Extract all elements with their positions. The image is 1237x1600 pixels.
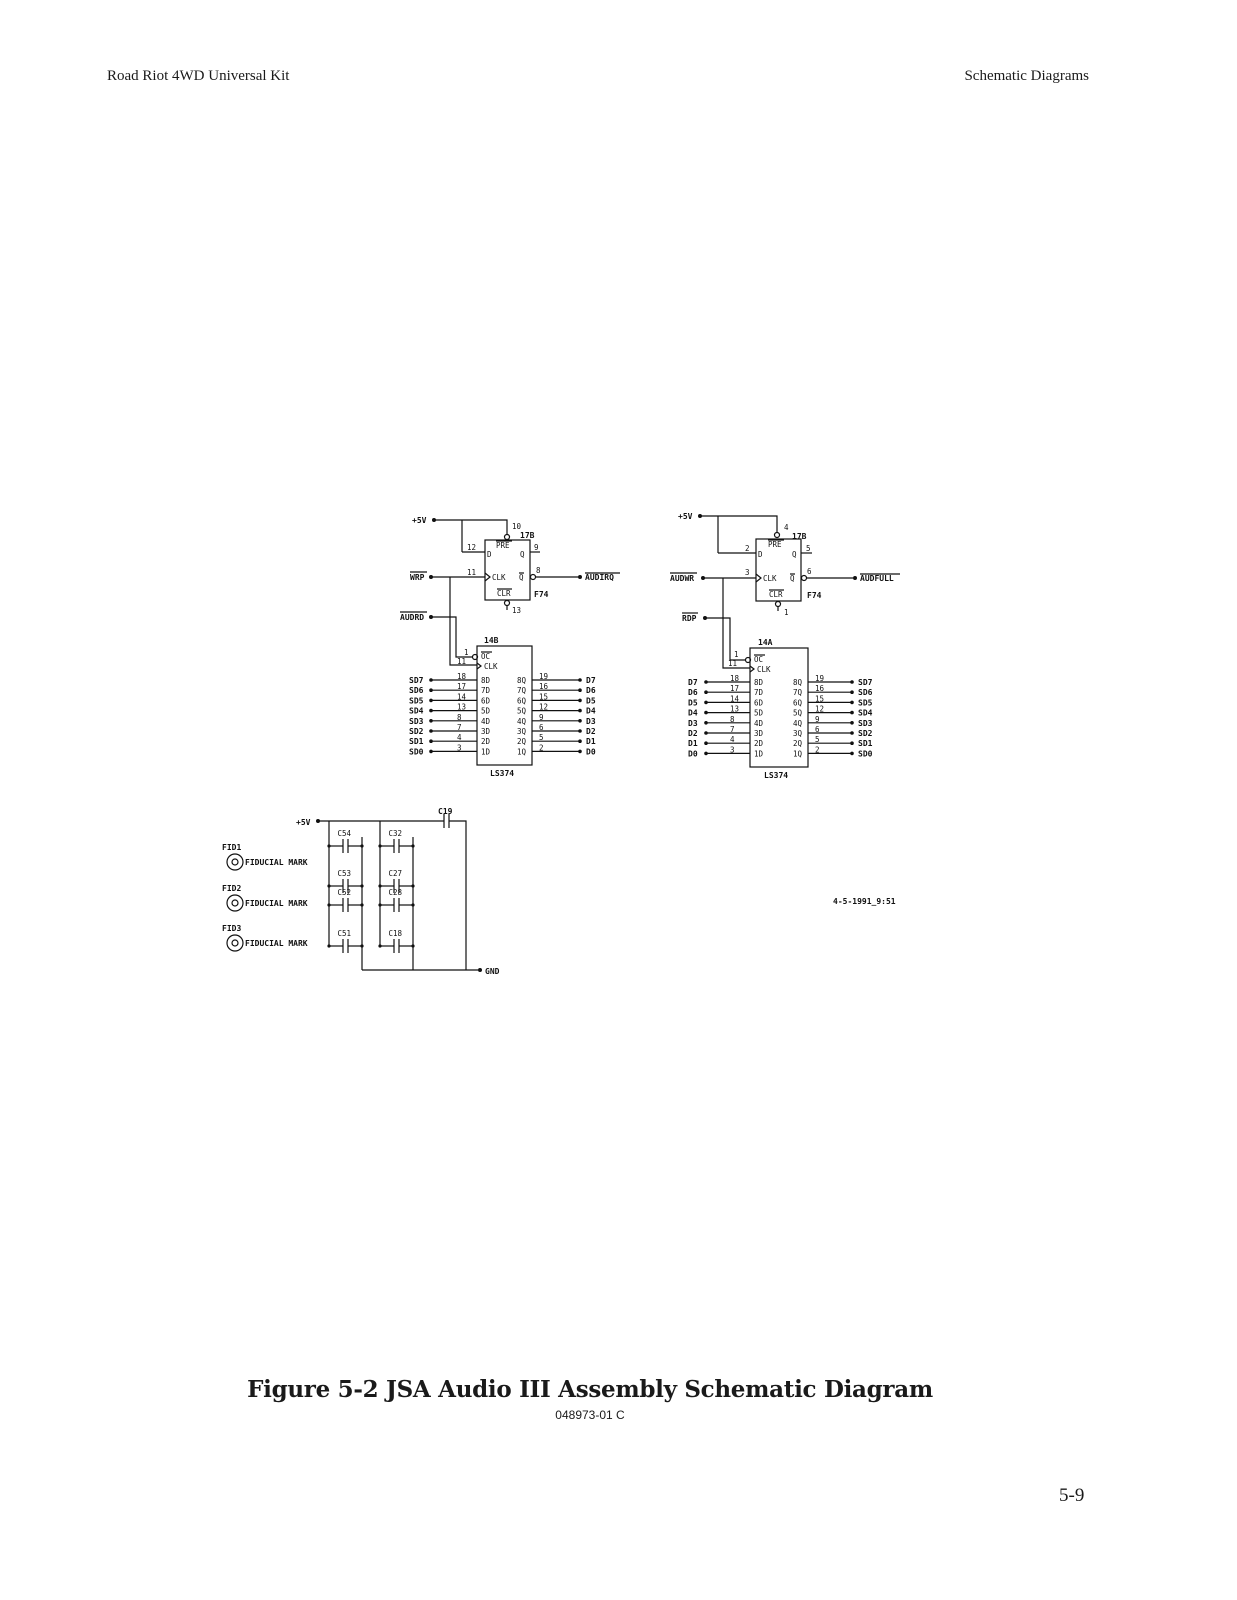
left-latch-out-label: D4 [586,706,596,716]
left-latch-out-node [578,699,582,703]
fiducial-label: FIDUCIAL MARK [245,939,308,948]
left-latch-out-node [578,719,582,723]
right-latch-out-node [850,690,854,694]
left-latch-d-name: 6D [481,696,491,706]
right-oc-signal: RDP [682,614,697,623]
capacitor-ref: C32 [388,829,403,838]
right-latch-out-label: SD4 [858,708,873,718]
left-power-label: +5V [412,516,427,525]
right-latch-q-name: 7Q [793,688,803,698]
left-latch-in-label: SD7 [409,676,424,685]
left-circuit [400,516,620,778]
right-ff-type: F74 [807,591,822,600]
header-section-title: Schematic Diagrams [964,68,1089,84]
right-latch-in-label: D2 [688,729,698,738]
right-latch-out-node [850,721,854,725]
page-number: 5-9 [1059,1485,1085,1506]
fiducial-mark-icon [227,895,243,911]
right-ff-clr-pin: 1 [784,608,789,617]
right-latch-clk-pin: 11 [728,659,738,668]
left-ff-pre: PRE [496,541,510,550]
right-latch-out-pin: 9 [815,714,820,724]
left-latch-q-name: 5Q [517,706,527,716]
right-latch-out-label: SD5 [858,698,873,708]
bulk-cap-ref: C19 [438,807,453,816]
right-latch-in-pin: 13 [730,704,740,714]
left-latch-out-label: D3 [586,716,596,726]
right-latch-out-pin: 12 [815,704,825,714]
left-latch-out-node [578,729,582,733]
left-latch-q-name: 7Q [517,686,527,696]
drawing-timestamp: 4-5-1991_9:51 [833,897,896,906]
fiducial-ref: FID2 [222,884,242,893]
left-ff-d-pin: 12 [467,543,477,552]
fiducial-mark-icon [227,854,243,870]
left-latch-out-label: D7 [586,676,596,685]
left-latch-out-node [578,709,582,713]
left-latch-d-name: 1D [481,747,491,757]
left-latch-in-label: SD1 [409,737,424,747]
left-latch-out-node [578,739,582,743]
capacitor-ref: C53 [337,869,352,878]
left-output-signal: AUDIRQ [585,573,614,582]
power-label: +5V [296,818,311,827]
decoupling-capacitors [327,829,414,953]
right-latch-q-name: 2Q [793,739,803,749]
left-ff-qn-pin: 8 [536,566,541,575]
left-latch-in-pin: 4 [457,733,462,743]
left-latch-out-pin: 5 [539,733,544,743]
right-latch-out-pin: 19 [815,674,825,683]
right-ff-clr: CLR [769,590,783,599]
left-latch-out-label: D6 [586,686,596,696]
fiducial-ref: FID1 [222,843,242,852]
left-latch-out-label: D1 [586,737,596,747]
figure-title: Figure 5-2 JSA Audio III Assembly Schematic Diagram [247,1376,933,1403]
right-latch-in-pin: 18 [730,674,740,683]
right-latch-in-pin: 17 [730,684,740,694]
left-latch-in-pin: 17 [457,682,467,692]
right-latch-out-label: SD3 [858,718,873,728]
right-ff-q-pin: 5 [806,544,811,553]
right-ff-qn: Q [790,574,795,583]
right-latch-out-pin: 5 [815,735,820,745]
left-latch-oc: OC [481,652,491,661]
right-ff-pre-pin: 4 [784,523,789,532]
right-latch-out-pin: 16 [815,684,825,694]
left-latch-q-name: 4Q [517,716,527,726]
capacitor-ref: C54 [337,829,352,838]
right-latch-oc-pin: 1 [734,650,739,659]
right-latch-out-node [850,731,854,735]
right-latch-d-name: 6D [754,698,764,708]
left-latch-out-label: D2 [586,727,596,736]
right-latch-in-pin: 14 [730,694,740,704]
right-latch-out-label: SD2 [858,729,873,738]
right-latch-q-name: 4Q [793,718,803,728]
right-latch-out-node [850,680,854,684]
right-latch-in-label: D5 [688,698,698,708]
left-latch-in-label: SD0 [409,747,424,757]
left-oc-signal: AUDRD [400,613,425,622]
right-latch-d-name: 5D [754,708,764,718]
header-kit-title: Road Riot 4WD Universal Kit [107,68,290,84]
capacitor-ref: C28 [388,888,403,897]
right-latch-in-label: D0 [688,749,698,759]
right-latch-q-name: 3Q [793,729,803,738]
left-ff-clk-pin: 11 [467,568,477,577]
right-latch-q-name: 6Q [793,698,803,708]
left-latch-oc-pin: 1 [464,648,469,657]
left-latch-q-name: 2Q [517,737,527,747]
right-output-signal: AUDFULL [860,574,894,583]
left-latch-in-label: SD5 [409,696,424,706]
left-ff-d: D [487,550,492,559]
left-ff-q: Q [520,550,525,559]
left-clk-signal: WRP [410,573,425,582]
right-ff-clk-pin: 3 [745,568,750,577]
left-latch-rows [409,672,596,756]
right-latch-out-pin: 15 [815,694,825,704]
left-latch-out-label: D0 [586,747,596,757]
figure-part-number: 048973-01 C [555,1408,625,1422]
left-latch-out-node [578,750,582,754]
left-latch-clk-pin: 11 [457,657,467,666]
right-ff-q: Q [792,550,797,559]
right-latch-q-name: 8Q [793,678,803,687]
right-latch-in-label: D7 [688,678,698,687]
right-latch-d-name: 8D [754,678,764,687]
left-latch-out-pin: 6 [539,723,544,732]
right-latch-out-pin: 2 [815,745,820,755]
left-ff-clk: CLK [492,573,506,582]
left-latch-ref: 14B [484,636,499,645]
capacitor-ref: C27 [388,869,403,878]
right-latch-in-pin: 3 [730,745,735,755]
right-latch-d-name: 1D [754,749,764,759]
fiducial-ref: FID3 [222,924,242,933]
right-latch-out-node [850,741,854,745]
left-latch-clk: CLK [484,662,498,671]
left-ff-qn: Q [519,573,524,582]
capacitor-ref: C52 [337,888,352,897]
right-latch-in-label: D3 [688,718,698,728]
left-latch-in-pin: 14 [457,692,467,702]
left-latch-out-pin: 2 [539,743,544,753]
left-ff-pre-pin: 10 [512,522,522,531]
left-latch-in-label: SD3 [409,716,424,726]
fiducial-label: FIDUCIAL MARK [245,899,308,908]
right-latch-out-node [850,711,854,715]
right-latch-in-label: D6 [688,688,698,698]
fiducial-label: FIDUCIAL MARK [245,858,308,867]
right-latch-oc: OC [754,655,764,664]
right-ff-clk: CLK [763,574,777,583]
right-latch-in-label: D1 [688,739,698,749]
left-ff-clr-pin: 13 [512,606,522,615]
left-latch-out-pin: 12 [539,702,549,712]
left-latch-d-name: 4D [481,716,491,726]
left-latch-out-pin: 15 [539,692,549,702]
right-latch-out-label: SD7 [858,678,873,687]
right-latch-d-name: 4D [754,718,764,728]
right-latch-in-label: D4 [688,708,698,718]
right-latch-ref: 14A [758,638,773,647]
right-latch-rows [688,674,873,758]
left-ff-ref: 17B [520,531,535,540]
fiducials [222,843,308,951]
left-ff-type: F74 [534,590,549,599]
left-latch-q-name: 3Q [517,727,527,736]
right-latch-out-pin: 6 [815,725,820,734]
right-latch-in-pin: 7 [730,725,735,734]
capacitor-ref: C18 [388,929,403,938]
right-latch-out-label: SD1 [858,739,873,749]
right-latch-d-name: 2D [754,739,764,749]
left-latch-d-name: 7D [481,686,491,696]
right-ff-d-pin: 2 [745,544,750,553]
fiducial-mark-icon [227,935,243,951]
left-latch-in-pin: 18 [457,672,467,681]
right-ff-pre: PRE [768,540,782,549]
left-latch-out-node [578,678,582,682]
capacitor-ref: C51 [337,929,352,938]
left-ff-clr: CLR [497,589,511,598]
right-ff-qn-pin: 6 [807,567,812,576]
left-latch-out-node [578,688,582,692]
left-latch-in-label: SD4 [409,706,424,716]
left-latch-in-label: SD2 [409,727,424,736]
right-latch-out-label: SD0 [858,749,873,759]
right-latch-type: LS374 [764,771,789,780]
left-latch-in-pin: 8 [457,712,462,722]
left-ff-q-pin: 9 [534,543,539,552]
left-latch-out-label: D5 [586,696,596,706]
left-latch-out-pin: 16 [539,682,549,692]
right-latch-clk: CLK [757,665,771,674]
left-latch-out-pin: 19 [539,672,549,681]
right-latch-in-pin: 4 [730,735,735,745]
left-latch-in-label: SD6 [409,686,424,696]
left-latch-type: LS374 [490,769,515,778]
right-latch-out-label: SD6 [858,688,873,698]
left-latch-q-name: 1Q [517,747,527,757]
power-section [222,807,500,976]
right-circuit [670,512,900,780]
left-latch-in-pin: 7 [457,723,462,732]
gnd-label: GND [485,967,500,976]
left-latch-d-name: 3D [481,727,491,736]
right-power-label: +5V [678,512,693,521]
right-latch-out-node [850,701,854,705]
right-latch-in-pin: 8 [730,714,735,724]
left-latch-q-name: 6Q [517,696,527,706]
left-latch-d-name: 2D [481,737,491,747]
right-ff-d: D [758,550,763,559]
right-latch-d-name: 3D [754,729,764,738]
right-latch-q-name: 5Q [793,708,803,718]
right-latch-out-node [850,752,854,756]
right-ff-ref: 17B [792,532,807,541]
left-latch-d-name: 8D [481,676,491,685]
left-latch-out-pin: 9 [539,712,544,722]
right-latch-q-name: 1Q [793,749,803,759]
right-latch-d-name: 7D [754,688,764,698]
left-latch-d-name: 5D [481,706,491,716]
left-latch-q-name: 8Q [517,676,527,685]
left-latch-in-pin: 13 [457,702,467,712]
right-clk-signal: AUDWR [670,574,695,583]
left-latch-in-pin: 3 [457,743,462,753]
